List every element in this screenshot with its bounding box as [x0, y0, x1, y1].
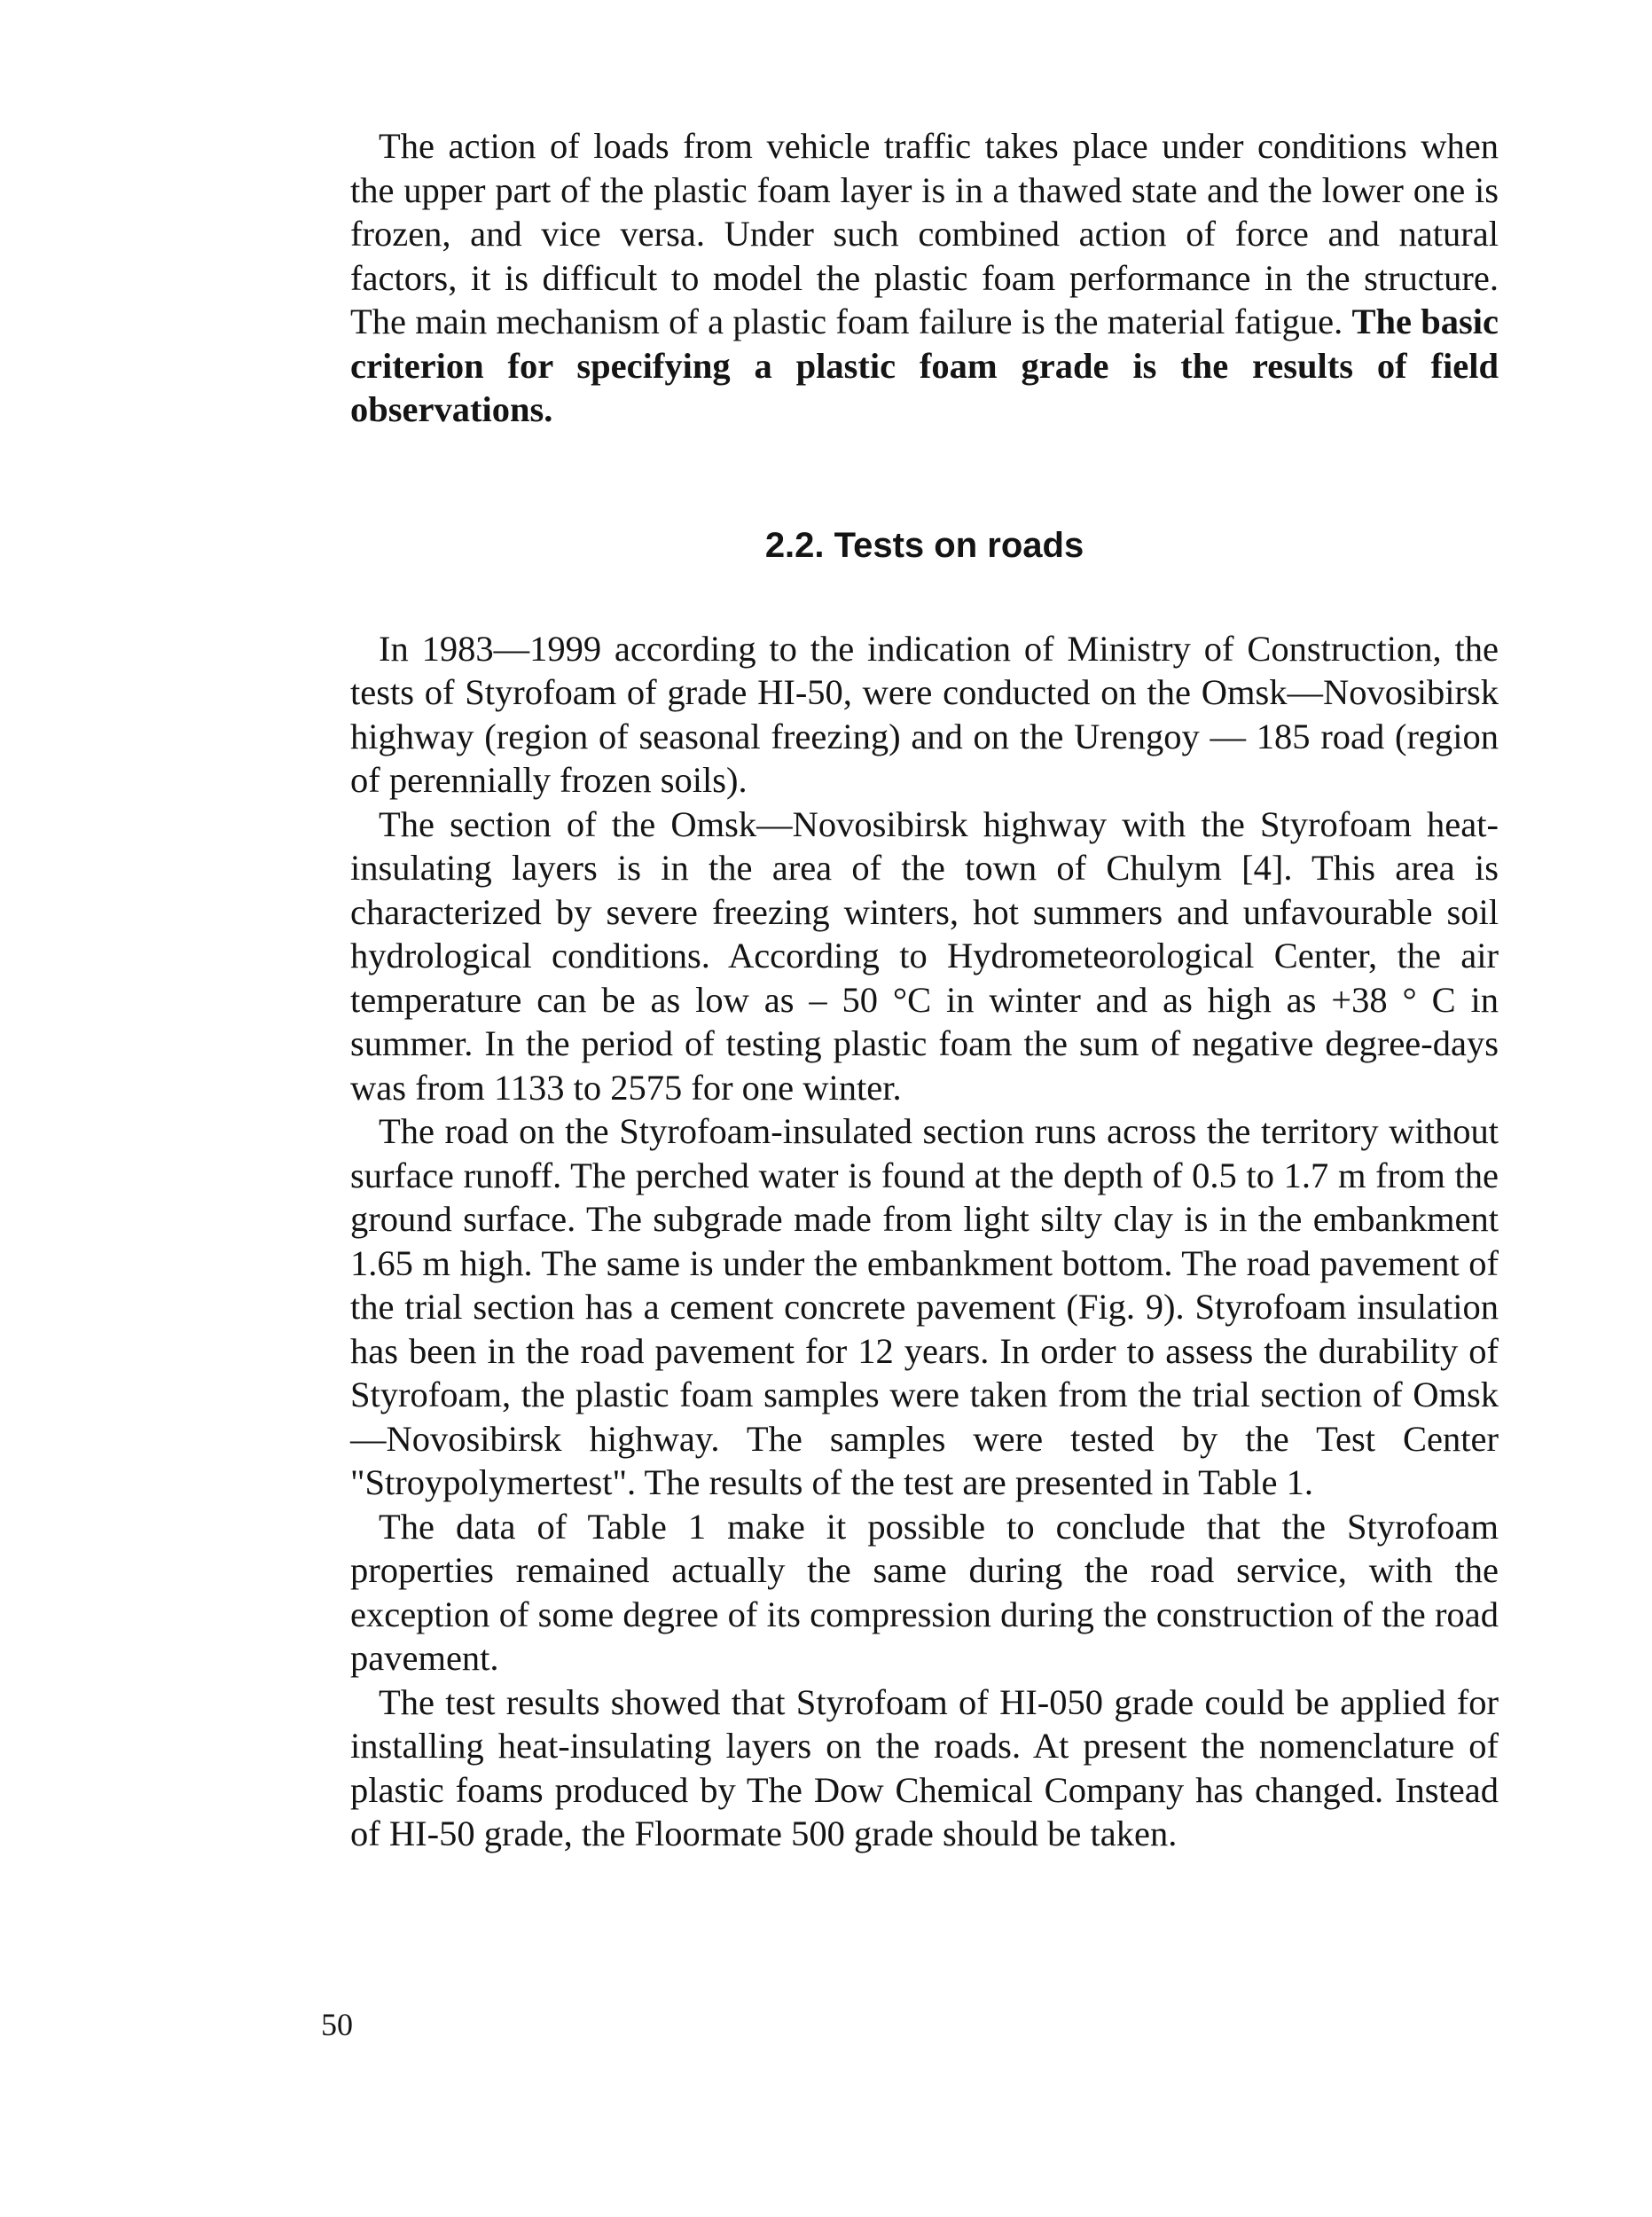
- page-number: 50: [321, 2007, 353, 2042]
- section-paragraph-1: In 1983—1999 according to the indication of Ministry of Construction, the tests of Styrofoam of grade HI-50, were conducted on the Omsk—Novosibirsk highway (region of seasonal freezing) and on the Urengoy — 185 road (region of perennially frozen soils).: [350, 628, 1499, 800]
- page-body: [350, 124, 1499, 1856]
- intro-paragraph: [350, 124, 1499, 432]
- intro-bold-text: The basic criterion for specifying a plastic foam grade is the results of field observations.: [350, 302, 1499, 429]
- section-paragraph-5: The test results showed that Styrofoam of HI-050 grade could be applied for installing heat-insulating layers on the roads. At present the nomenclature of plastic foams produced by The Dow Chemical Company has changed. Instead of HI-50 grade, the Floormate 500 grade should be taken.: [350, 1681, 1499, 1853]
- intro-text: The action of loads from vehicle traffic takes place under conditions when the upper part of the plastic foam layer is in a thawed state and the lower one is frozen, and vice versa. Under such combined action of force and natural factors, it is difficult to model the plastic foam performance in the structure. The main mechanism of a plastic foam failure is the material fatigue.: [350, 126, 1499, 341]
- section-paragraph-3: The road on the Styrofoam-insulated section runs across the territory without surface runoff. The perched water is found at the depth of 0.5 to 1.7 m from the ground surface. The subgrade made from light silty clay is in the embankment 1.65 m high. The same is under the embankment bottom. The road pavement of the trial section has a cement concrete pavement (Fig. 9). Styrofoam insulation has been in the road pavement for 12 years. In order to assess the durability of Styrofoam, the plastic foam samples were taken from the trial section of Omsk—Novosibirsk highway. The samples were tested by the Test Center "Stroypolymertest". The results of the test are presented in Table 1.: [350, 1111, 1499, 1502]
- section-paragraph-4: The data of Table 1 make it possible to conclude that the Styrofoam properties remained actually the same during the road service, with the exception of some degree of its compression during the construction of the road pavement.: [350, 1506, 1499, 1678]
- section-body: [350, 627, 1499, 1856]
- section-heading: 2.2. Tests on roads: [764, 525, 1084, 565]
- section-paragraph-2: The section of the Omsk—Novosibirsk highway with the Styrofoam heat-insulating layers is in the area of the town of Chulym [4]. This area is characterized by severe freezing winters, hot summers and unfavourable soil hydrological conditions. According to Hydrometeorological Center, the air temperature can be as low as – 50 °C in winter and as high as +38 ° C in summer. In the period of testing plastic foam the sum of negative degree-days was from 1133 to 2575 for one winter.: [350, 803, 1499, 1108]
